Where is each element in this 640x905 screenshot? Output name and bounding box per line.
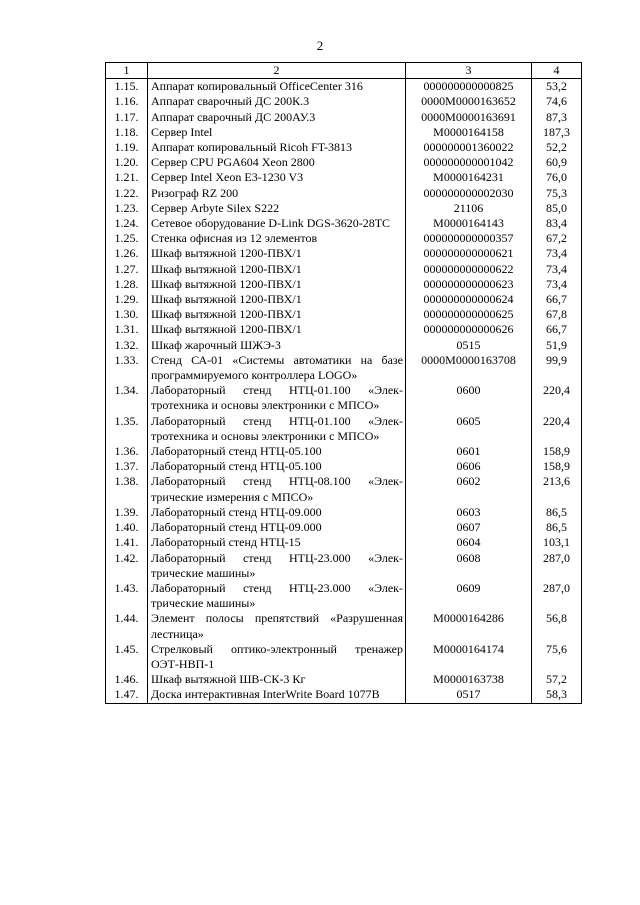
item-value: 66,7 — [532, 322, 582, 337]
row-number: 1.36. — [106, 444, 148, 459]
inventory-code: 0606 — [406, 459, 532, 474]
item-value: 187,3 — [532, 125, 582, 140]
item-name: Шкаф жарочный ШЖЭ-3 — [148, 338, 406, 353]
table-row — [106, 353, 582, 383]
inventory-code: 000000000000623 — [406, 277, 532, 292]
inventory-code: 000000000000625 — [406, 307, 532, 322]
table-row — [106, 277, 582, 292]
item-value: 57,2 — [532, 672, 582, 687]
item-value: 53,2 — [532, 79, 582, 95]
item-name: Стенд СА-01 «Системы автоматики на базе программируемого контроллера LOGO» — [148, 353, 406, 383]
item-value: 87,3 — [532, 110, 582, 125]
inventory-code: 000000000000825 — [406, 79, 532, 95]
row-number: 1.15. — [106, 79, 148, 95]
item-value: 73,4 — [532, 277, 582, 292]
table-row — [106, 672, 582, 687]
table-row — [106, 292, 582, 307]
inventory-code: М0000164231 — [406, 170, 532, 185]
table-row — [106, 551, 582, 581]
item-value: 85,0 — [532, 201, 582, 216]
inventory-code: 0000М0000163691 — [406, 110, 532, 125]
inventory-code: 0517 — [406, 687, 532, 703]
table-row — [106, 246, 582, 261]
item-value: 213,6 — [532, 474, 582, 504]
row-number: 1.46. — [106, 672, 148, 687]
item-name: Доска интерактивная InterWrite Board 1077B — [148, 687, 406, 703]
item-name: Лабораторный стенд НТЦ-05.100 — [148, 459, 406, 474]
item-name: Лабораторный стенд НТЦ-09.000 — [148, 520, 406, 535]
item-value: 73,4 — [532, 262, 582, 277]
table-body — [106, 79, 582, 703]
inventory-code: 000000000002030 — [406, 186, 532, 201]
row-number: 1.20. — [106, 155, 148, 170]
table-row — [106, 444, 582, 459]
row-number: 1.45. — [106, 642, 148, 672]
inventory-code: 000000000000621 — [406, 246, 532, 261]
item-name: Сервер CPU PGA604 Xeon 2800 — [148, 155, 406, 170]
table-row — [106, 216, 582, 231]
item-name: Лабораторный стенд НТЦ-23.000 «Электрические машины» — [148, 581, 406, 611]
inventory-code: 0602 — [406, 474, 532, 504]
row-number: 1.23. — [106, 201, 148, 216]
item-name: Сервер Intel Xeon E3-1230 V3 — [148, 170, 406, 185]
table-row — [106, 186, 582, 201]
item-name: Шкаф вытяжной 1200-ПВХ/1 — [148, 292, 406, 307]
table-row — [106, 307, 582, 322]
item-name: Лабораторный стенд НТЦ-01.100 «Электротехника и основы электроники с МПСО» — [148, 414, 406, 444]
inventory-code: 000000000001042 — [406, 155, 532, 170]
item-name: Сервер Arbyte Silex S222 — [148, 201, 406, 216]
item-name: Лабораторный стенд НТЦ-05.100 — [148, 444, 406, 459]
row-number: 1.38. — [106, 474, 148, 504]
row-number: 1.27. — [106, 262, 148, 277]
item-value: 99,9 — [532, 353, 582, 383]
inventory-code: М0000164286 — [406, 611, 532, 641]
inventory-code: 0601 — [406, 444, 532, 459]
item-value: 287,0 — [532, 551, 582, 581]
item-value: 287,0 — [532, 581, 582, 611]
item-value: 51,9 — [532, 338, 582, 353]
inventory-code: М0000164158 — [406, 125, 532, 140]
item-name: Шкаф вытяжной 1200-ПВХ/1 — [148, 246, 406, 261]
row-number: 1.28. — [106, 277, 148, 292]
item-value: 58,3 — [532, 687, 582, 703]
inventory-code: 000000000000357 — [406, 231, 532, 246]
row-number: 1.19. — [106, 140, 148, 155]
row-number: 1.24. — [106, 216, 148, 231]
item-name: Аппарат сварочный ДС 200К.3 — [148, 94, 406, 109]
row-number: 1.37. — [106, 459, 148, 474]
item-value: 73,4 — [532, 246, 582, 261]
item-name: Лабораторный стенд НТЦ-01.100 «Электротехника и основы электроники с МПСО» — [148, 383, 406, 413]
row-number: 1.30. — [106, 307, 148, 322]
item-name: Шкаф вытяжной 1200-ПВХ/1 — [148, 307, 406, 322]
table-row — [106, 383, 582, 413]
item-value: 76,0 — [532, 170, 582, 185]
item-name: Лабораторный стенд НТЦ-08.100 «Электрические измерения с МПСО» — [148, 474, 406, 504]
table-row — [106, 642, 582, 672]
inventory-code: 0603 — [406, 505, 532, 520]
table-row — [106, 170, 582, 185]
item-value: 74,6 — [532, 94, 582, 109]
item-name: Сервер Intel — [148, 125, 406, 140]
row-number: 1.40. — [106, 520, 148, 535]
item-value: 67,8 — [532, 307, 582, 322]
table-header-row — [106, 63, 582, 79]
inventory-code: 0515 — [406, 338, 532, 353]
inventory-code: М0000163738 — [406, 672, 532, 687]
item-name: Стрелковый оптико-электронный тренажер ОЭТ-НВП-1 — [148, 642, 406, 672]
item-value: 56,8 — [532, 611, 582, 641]
table-row — [106, 140, 582, 155]
table-row — [106, 338, 582, 353]
table-row — [106, 231, 582, 246]
row-number: 1.33. — [106, 353, 148, 383]
row-number: 1.25. — [106, 231, 148, 246]
item-value: 66,7 — [532, 292, 582, 307]
table-row — [106, 581, 582, 611]
row-number: 1.18. — [106, 125, 148, 140]
row-number: 1.34. — [106, 383, 148, 413]
row-number: 1.41. — [106, 535, 148, 550]
item-value: 158,9 — [532, 444, 582, 459]
row-number: 1.26. — [106, 246, 148, 261]
inventory-code: М0000164143 — [406, 216, 532, 231]
row-number: 1.22. — [106, 186, 148, 201]
inventory-code: 0605 — [406, 414, 532, 444]
item-value: 83,4 — [532, 216, 582, 231]
table-row — [106, 535, 582, 550]
item-name: Лабораторный стенд НТЦ-09.000 — [148, 505, 406, 520]
row-number: 1.16. — [106, 94, 148, 109]
item-value: 75,6 — [532, 642, 582, 672]
row-number: 1.35. — [106, 414, 148, 444]
table-row — [106, 110, 582, 125]
inventory-code: 000000000000622 — [406, 262, 532, 277]
table-row — [106, 79, 582, 95]
item-value: 158,9 — [532, 459, 582, 474]
row-number: 1.44. — [106, 611, 148, 641]
item-value: 86,5 — [532, 505, 582, 520]
table-row — [106, 611, 582, 641]
item-name: Шкаф вытяжной 1200-ПВХ/1 — [148, 322, 406, 337]
inventory-code: 000000000000624 — [406, 292, 532, 307]
inventory-code: 000000001360022 — [406, 140, 532, 155]
column-header-name: 2 — [148, 63, 406, 79]
inventory-code: 000000000000626 — [406, 322, 532, 337]
table-row — [106, 155, 582, 170]
row-number: 1.47. — [106, 687, 148, 703]
item-name: Аппарат копировальный OfficeCenter 316 — [148, 79, 406, 95]
row-number: 1.39. — [106, 505, 148, 520]
row-number: 1.32. — [106, 338, 148, 353]
row-number: 1.17. — [106, 110, 148, 125]
column-header-value: 4 — [532, 63, 582, 79]
table-row — [106, 201, 582, 216]
table-row — [106, 94, 582, 109]
item-value: 52,2 — [532, 140, 582, 155]
item-name: Аппарат копировальный Ricoh FT-3813 — [148, 140, 406, 155]
item-value: 75,3 — [532, 186, 582, 201]
item-value: 60,9 — [532, 155, 582, 170]
item-value: 103,1 — [532, 535, 582, 550]
item-name: Шкаф вытяжной 1200-ПВХ/1 — [148, 277, 406, 292]
inventory-code: 0604 — [406, 535, 532, 550]
item-value: 86,5 — [532, 520, 582, 535]
item-name: Лабораторный стенд НТЦ-23.000 «Электрические машины» — [148, 551, 406, 581]
table-row — [106, 459, 582, 474]
table-row — [106, 262, 582, 277]
inventory-code: 0600 — [406, 383, 532, 413]
table-row — [106, 322, 582, 337]
row-number: 1.31. — [106, 322, 148, 337]
table-row — [106, 474, 582, 504]
inventory-table — [105, 62, 582, 704]
page-number: 2 — [316, 38, 324, 53]
table-row — [106, 505, 582, 520]
item-name: Стенка офисная из 12 элементов — [148, 231, 406, 246]
inventory-code: 0609 — [406, 581, 532, 611]
item-name: Элемент полосы препятствий «Разрушенная лестница» — [148, 611, 406, 641]
inventory-code: 0000М0000163708 — [406, 353, 532, 383]
column-header-number: 1 — [106, 63, 148, 79]
item-name: Сетевое оборудование D-Link DGS-3620-28TC — [148, 216, 406, 231]
row-number: 1.43. — [106, 581, 148, 611]
table-row — [106, 414, 582, 444]
item-value: 220,4 — [532, 383, 582, 413]
row-number: 1.42. — [106, 551, 148, 581]
item-name: Шкаф вытяжной ШВ-СК-3 Кг — [148, 672, 406, 687]
inventory-code: 0608 — [406, 551, 532, 581]
inventory-code: 21106 — [406, 201, 532, 216]
item-value: 67,2 — [532, 231, 582, 246]
item-name: Лабораторный стенд НТЦ-15 — [148, 535, 406, 550]
inventory-code: М0000164174 — [406, 642, 532, 672]
row-number: 1.29. — [106, 292, 148, 307]
row-number: 1.21. — [106, 170, 148, 185]
item-name: Аппарат сварочный ДС 200АУ.3 — [148, 110, 406, 125]
item-name: Шкаф вытяжной 1200-ПВХ/1 — [148, 262, 406, 277]
column-header-code: 3 — [406, 63, 532, 79]
table-row — [106, 687, 582, 703]
item-value: 220,4 — [532, 414, 582, 444]
inventory-code: 0000М0000163652 — [406, 94, 532, 109]
table-row — [106, 520, 582, 535]
item-name: Ризограф RZ 200 — [148, 186, 406, 201]
table-row — [106, 125, 582, 140]
inventory-code: 0607 — [406, 520, 532, 535]
